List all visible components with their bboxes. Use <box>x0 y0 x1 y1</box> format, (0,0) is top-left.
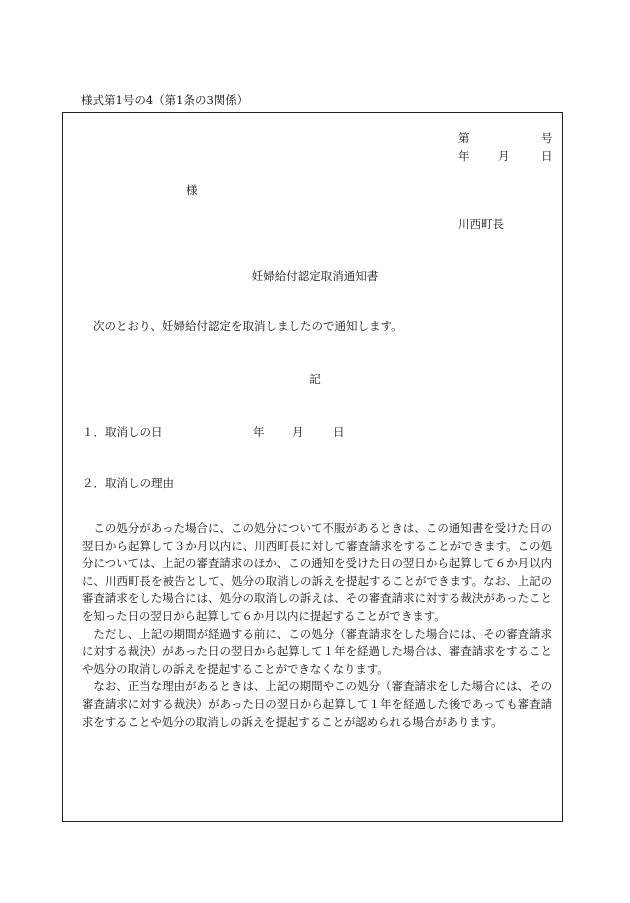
cancellation-date-label: １．取消しの日 <box>82 425 163 439</box>
form-label: 様式第1号の4（第1条の3関係） <box>81 93 249 107</box>
document-title: 妊婦給付認定取消通知書 <box>251 269 379 283</box>
appeal-notice-paragraph-1: この処分があった場合に、この処分について不服があるときは、この通知書を受けた日の翌日から起算して３か月以内に、川西町長に対して審査請求をすることができます。この処分については、上記の審査請求のほか、この通知を受けた日の翌日から起算して６か月以内に、川西町長を被告として、処分の取消しの訴えを提起することができます。なお、上記の審査請求をした場合には、処分の取消しの訴えは、その審査請求に対する裁決があったことを知った日の翌日から起算して６か月以内に提起することができます。 <box>82 521 552 623</box>
cancellation-date-month: 月 <box>292 425 304 439</box>
document-number-prefix: 第 <box>458 131 470 145</box>
issuer-name: 川西町長 <box>458 217 504 231</box>
ki-heading: 記 <box>309 372 321 386</box>
appeal-notice <box>82 520 552 731</box>
cancellation-reason-label: ２．取消しの理由 <box>82 476 174 490</box>
cancellation-date-day: 日 <box>333 425 345 439</box>
appeal-notice-paragraph-2: ただし、上記の期間が経過する前に、この処分（審査請求をした場合には、その審査請求に対する裁決）があった日の翌日から起算して１年を経過した場合は、審査請求をすることや処分の取消しの訴えを提起することができなくなります。 <box>82 626 552 676</box>
recipient-honorific: 様 <box>186 183 198 197</box>
issue-date-month: 月 <box>498 149 510 163</box>
appeal-notice-paragraph-3: なお、正当な理由があるときは、上記の期間やこの処分（審査請求をした場合には、その審査請求に対する裁決）があった日の翌日から起算して１年を経過した後であっても審査請求をすることや処分の取消しの訴えを提起することが認められる場合があります。 <box>82 679 552 729</box>
document-number-suffix: 号 <box>541 131 553 145</box>
issue-date-year: 年 <box>458 149 470 163</box>
issue-date-day: 日 <box>541 149 553 163</box>
intro-text: 次のとおり、妊婦給付認定を取消しましたので通知します。 <box>93 319 403 333</box>
cancellation-date-year: 年 <box>253 425 265 439</box>
